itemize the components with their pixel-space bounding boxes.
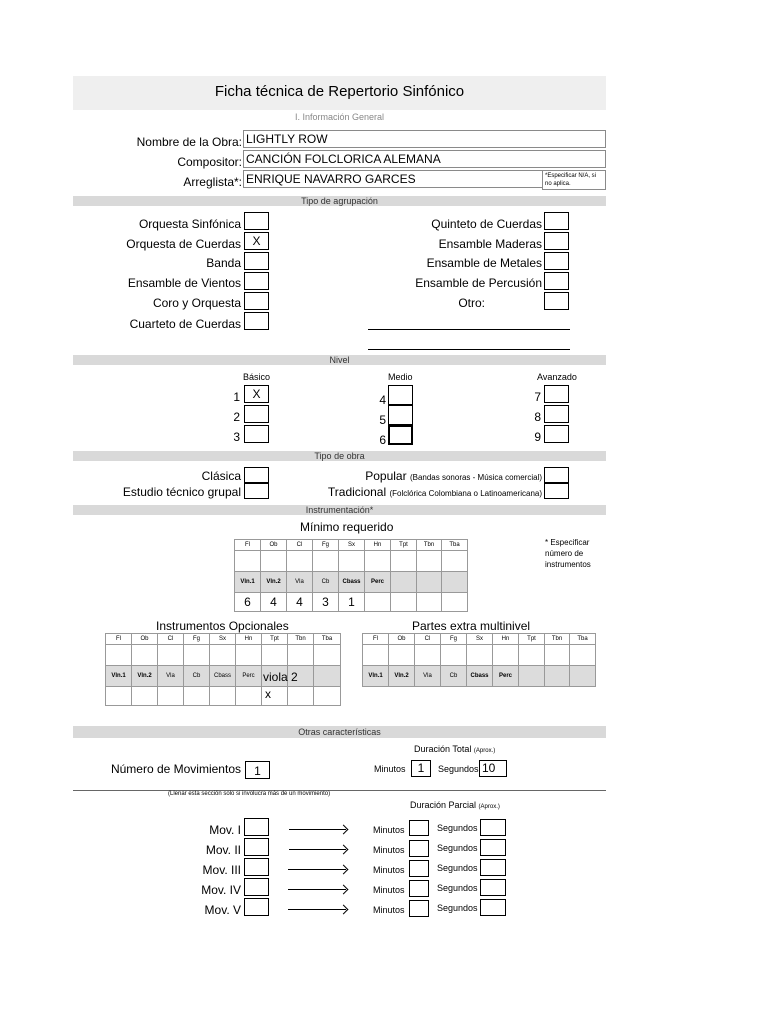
duracion-total-label — [414, 744, 495, 754]
agrupacion-box-r0[interactable] — [544, 212, 569, 230]
total-minutos-label: Minutos — [374, 764, 406, 774]
duracion-parcial-label — [410, 800, 500, 810]
string-vla: Vla — [415, 666, 441, 687]
mov-minutos-field-1[interactable] — [409, 820, 429, 836]
agrupacion-label-1: Orquesta de Cuerdas — [126, 237, 241, 251]
arreglista-label: Arreglista*: — [183, 175, 242, 189]
wind-sx: Sx — [210, 634, 236, 645]
wind-ob: Ob — [132, 634, 158, 645]
mov-label-4: Mov. IV — [201, 883, 241, 897]
wind-tbn: Tbn — [545, 634, 570, 645]
mov-label-2: Mov. II — [205, 843, 241, 857]
mov-segundos-2: Segundos — [437, 843, 478, 853]
mov-label-1: Mov. I — [209, 823, 241, 837]
section-obra: Tipo de obra — [73, 451, 606, 461]
mov-segundos-field-1[interactable] — [480, 819, 506, 836]
nivel-box-6[interactable] — [388, 425, 413, 445]
minimo-value[interactable] — [417, 593, 442, 612]
string-vln2: Vln.2 — [389, 666, 415, 687]
section-instrumentacion: Instrumentación* — [73, 505, 606, 515]
minimo-values-row[interactable] — [235, 593, 468, 612]
total-segundos-label: Segundos — [438, 764, 479, 774]
minimo-value[interactable] — [365, 593, 391, 612]
nivel-box-7[interactable] — [544, 385, 569, 403]
instrumentos-note-1: * Especificar — [545, 538, 590, 547]
instrumentos-note-3: instrumentos — [545, 560, 591, 569]
mov-box-1[interactable] — [244, 818, 269, 836]
minimo-value[interactable]: 3 — [313, 593, 339, 612]
nivel-num-2: 2 — [233, 410, 240, 424]
arrow-icon — [288, 909, 346, 910]
agrupacion-box-r4[interactable] — [544, 292, 569, 310]
mov-minutos-field-5[interactable] — [409, 900, 429, 917]
obra-clasica-box[interactable] — [244, 467, 269, 483]
minimo-header-row — [235, 540, 468, 551]
string-vln2: Vln.2 — [261, 572, 287, 593]
nivel-num-7: 7 — [534, 390, 541, 404]
string-vln1: Vln.1 — [363, 666, 389, 687]
section-nivel: Nivel — [73, 355, 606, 365]
instrumentos-note-2: número de — [545, 549, 584, 558]
page-title: Ficha técnica de Repertorio Sinfónico — [214, 83, 465, 100]
multinivel-title: Partes extra multinivel — [412, 619, 531, 633]
string-vln1: Vln.1 — [235, 572, 261, 593]
opcionales-header-row — [106, 634, 341, 645]
string-cbass: Cbass — [210, 666, 236, 687]
obra-popular: Popular — [365, 469, 407, 483]
mov-segundos-field-4[interactable] — [480, 879, 506, 896]
arreglista-field[interactable]: ENRIQUE NAVARRO GARCES — [243, 170, 543, 188]
wind-ob: Ob — [389, 634, 415, 645]
agrupacion-box-r3[interactable] — [544, 272, 569, 290]
parcial-divider — [73, 790, 606, 791]
instrumentos-note — [545, 537, 591, 570]
mov-box-2[interactable] — [244, 838, 269, 856]
wind-fg: Fg — [313, 540, 339, 551]
wind-cl: Cl — [415, 634, 441, 645]
minimo-title: Mínimo requerido — [300, 520, 394, 534]
nivel-num-8: 8 — [534, 410, 541, 424]
mov-segundos-field-5[interactable] — [480, 899, 506, 916]
agrupacion-box-5[interactable] — [244, 312, 269, 330]
mov-minutos-1: Minutos — [373, 825, 405, 835]
agrupacion-box-1[interactable]: X — [244, 232, 269, 250]
mov-segundos-3: Segundos — [437, 863, 478, 873]
wind-hn: Hn — [365, 540, 391, 551]
mov-segundos-field-3[interactable] — [480, 859, 506, 876]
string-cb: Cb — [313, 572, 339, 593]
agrupacion-label-2: Banda — [206, 256, 241, 270]
section-otras: Otras características — [73, 726, 606, 738]
mov-segundos-5: Segundos — [437, 903, 478, 913]
string-cb: Cb — [184, 666, 210, 687]
string-cb: Cb — [441, 666, 467, 687]
nivel-basico: Básico — [243, 372, 271, 382]
mov-minutos-field-3[interactable] — [409, 860, 429, 877]
obra-clasica: Clásica — [201, 469, 241, 483]
obra-tradicional-row — [328, 485, 542, 499]
mov-segundos-1: Segundos — [437, 823, 478, 833]
string-perc: Perc — [365, 572, 391, 593]
wind-tbn: Tbn — [288, 634, 314, 645]
total-minutos-field[interactable]: 1 — [411, 760, 431, 777]
multinivel-table — [362, 633, 596, 687]
wind-tpt: Tpt — [391, 540, 417, 551]
obra-estudio: Estudio técnico grupal — [122, 485, 241, 499]
wind-tbn: Tbn — [417, 540, 442, 551]
mov-minutos-2: Minutos — [373, 845, 405, 855]
duracion-parcial-aprox: (Aprox.) — [478, 804, 500, 810]
nivel-avanzado: Avanzado — [537, 372, 577, 382]
agrupacion-label-3: Ensamble de Vientos — [127, 276, 241, 290]
wind-hn: Hn — [236, 634, 262, 645]
section-agrupacion: Tipo de agrupación — [73, 196, 606, 206]
agrupacion-label-r0: Quinteto de Cuerdas — [431, 217, 542, 231]
agrupacion-box-2[interactable] — [244, 252, 269, 270]
compositor-label: Compositor: — [177, 155, 242, 169]
minimo-value[interactable]: 6 — [235, 593, 261, 612]
opcional-mark[interactable]: x — [265, 687, 271, 701]
obra-popular-row — [365, 469, 542, 483]
mov-minutos-4: Minutos — [373, 885, 405, 895]
minimo-table — [234, 539, 468, 612]
section-general: I. Información General — [294, 112, 385, 122]
string-cbass: Cbass — [339, 572, 365, 593]
mov-minutos-field-4[interactable] — [409, 880, 429, 897]
obra-estudio-box[interactable] — [244, 483, 269, 499]
mov-box-5[interactable] — [244, 898, 269, 916]
wind-fl: Fl — [106, 634, 132, 645]
wind-tba: Tba — [442, 540, 468, 551]
arreglista-note-2: no aplica. — [545, 181, 571, 187]
wind-ob: Ob — [261, 540, 287, 551]
opcional-viola2[interactable]: viola 2 — [263, 670, 298, 684]
string-cbass: Cbass — [467, 666, 493, 687]
wind-fg: Fg — [184, 634, 210, 645]
parcial-note: (Llenar esta sección solo si involucra más de un movimiento) — [168, 791, 331, 797]
wind-tba: Tba — [314, 634, 341, 645]
duracion-parcial-text: Duración Parcial — [410, 800, 477, 810]
obra-popular-box[interactable] — [544, 467, 569, 483]
nivel-num-5: 5 — [379, 413, 386, 427]
nivel-box-1[interactable]: X — [244, 385, 269, 403]
wind-tpt: Tpt — [262, 634, 288, 645]
minimo-value[interactable]: 4 — [287, 593, 313, 612]
wind-tpt: Tpt — [519, 634, 545, 645]
minimo-value[interactable] — [442, 593, 468, 612]
obra-tradicional: Tradicional — [327, 485, 387, 499]
arreglista-note-box — [542, 170, 606, 190]
mov-minutos-5: Minutos — [373, 905, 405, 915]
mov-minutos-field-2[interactable] — [409, 840, 429, 857]
agrupacion-label-5: Cuarteto de Cuerdas — [129, 317, 241, 331]
wind-fg: Fg — [441, 634, 467, 645]
mov-box-3[interactable] — [244, 858, 269, 876]
mov-segundos-field-2[interactable] — [480, 839, 506, 856]
otro-line-1[interactable] — [368, 329, 570, 330]
total-segundos-field[interactable]: 10 — [479, 760, 507, 777]
minimo-string-row — [235, 572, 468, 593]
string-vla: Vla — [158, 666, 184, 687]
agrupacion-label-0: Orquesta Sinfónica — [138, 217, 241, 231]
nivel-num-3: 3 — [233, 430, 240, 444]
nivel-box-2[interactable] — [244, 405, 269, 423]
string-vla: Vla — [287, 572, 313, 593]
arreglista-note-1: *Especificar N/A, si — [545, 173, 597, 179]
agrupacion-label-r4: Otro: — [458, 296, 485, 310]
minimo-value[interactable]: 4 — [261, 593, 287, 612]
mov-label-5: Mov. V — [204, 903, 241, 917]
duracion-total-text: Duración Total — [414, 744, 472, 754]
opcionales-table — [105, 633, 341, 706]
minimo-value[interactable] — [391, 593, 417, 612]
nivel-box-3[interactable] — [244, 425, 269, 443]
nivel-box-8[interactable] — [544, 405, 569, 423]
string-vln1: Vln.1 — [106, 666, 132, 687]
arrow-icon — [288, 869, 346, 870]
wind-tba: Tba — [570, 634, 596, 645]
string-vln2: Vln.2 — [132, 666, 158, 687]
obra-label: Nombre de la Obra: — [136, 135, 242, 149]
mov-minutos-3: Minutos — [373, 865, 405, 875]
nivel-num-9: 9 — [534, 430, 541, 444]
obra-field[interactable]: LIGHTLY ROW — [243, 130, 606, 148]
nivel-medio: Medio — [388, 372, 413, 382]
compositor-field[interactable]: CANCIÓN FOLCLORICA ALEMANA — [243, 150, 606, 168]
string-perc: Perc — [236, 666, 262, 687]
nivel-num-4: 4 — [379, 393, 386, 407]
movimientos-field[interactable]: 1 — [245, 761, 270, 779]
agrupacion-box-r1[interactable] — [544, 232, 569, 250]
arrow-icon — [289, 829, 346, 830]
mov-label-3: Mov. III — [202, 863, 241, 877]
nivel-box-5[interactable] — [388, 405, 413, 425]
wind-fl: Fl — [235, 540, 261, 551]
mov-box-4[interactable] — [244, 878, 269, 896]
string-perc: Perc — [493, 666, 519, 687]
wind-cl: Cl — [287, 540, 313, 551]
obra-tradicional-note: (Folclórica Colombiana o Latinoamericana) — [389, 489, 542, 498]
wind-fl: Fl — [363, 634, 389, 645]
agrupacion-label-r1: Ensamble Maderas — [438, 237, 542, 251]
nivel-num-6: 6 — [379, 433, 386, 447]
minimo-wind-values[interactable] — [235, 551, 468, 572]
minimo-value[interactable]: 1 — [339, 593, 365, 612]
movimientos-label: Número de Movimientos — [110, 762, 241, 776]
agrupacion-box-4[interactable] — [244, 292, 269, 310]
nivel-box-4[interactable] — [388, 385, 413, 405]
wind-hn: Hn — [493, 634, 519, 645]
nivel-num-1: 1 — [233, 390, 240, 404]
obra-tradicional-box[interactable] — [544, 483, 569, 499]
opcionales-title: Instrumentos Opcionales — [156, 619, 289, 633]
agrupacion-box-r2[interactable] — [544, 252, 569, 270]
obra-popular-note: (Bandas sonoras - Música comercial) — [409, 473, 542, 482]
agrupacion-box-3[interactable] — [244, 272, 269, 290]
agrupacion-box-0[interactable] — [244, 212, 269, 230]
nivel-box-9[interactable] — [544, 425, 569, 443]
wind-cl: Cl — [158, 634, 184, 645]
wind-sx: Sx — [339, 540, 365, 551]
arrow-icon — [289, 849, 346, 850]
duracion-total-aprox: (Aprox.) — [473, 748, 496, 754]
agrupacion-label-4: Coro y Orquesta — [152, 296, 241, 310]
agrupacion-label-r2: Ensamble de Metales — [426, 256, 542, 270]
wind-sx: Sx — [467, 634, 493, 645]
otro-line-2[interactable] — [368, 349, 570, 350]
mov-segundos-4: Segundos — [437, 883, 478, 893]
arrow-icon — [288, 889, 346, 890]
agrupacion-label-r3: Ensamble de Percusión — [415, 276, 542, 290]
